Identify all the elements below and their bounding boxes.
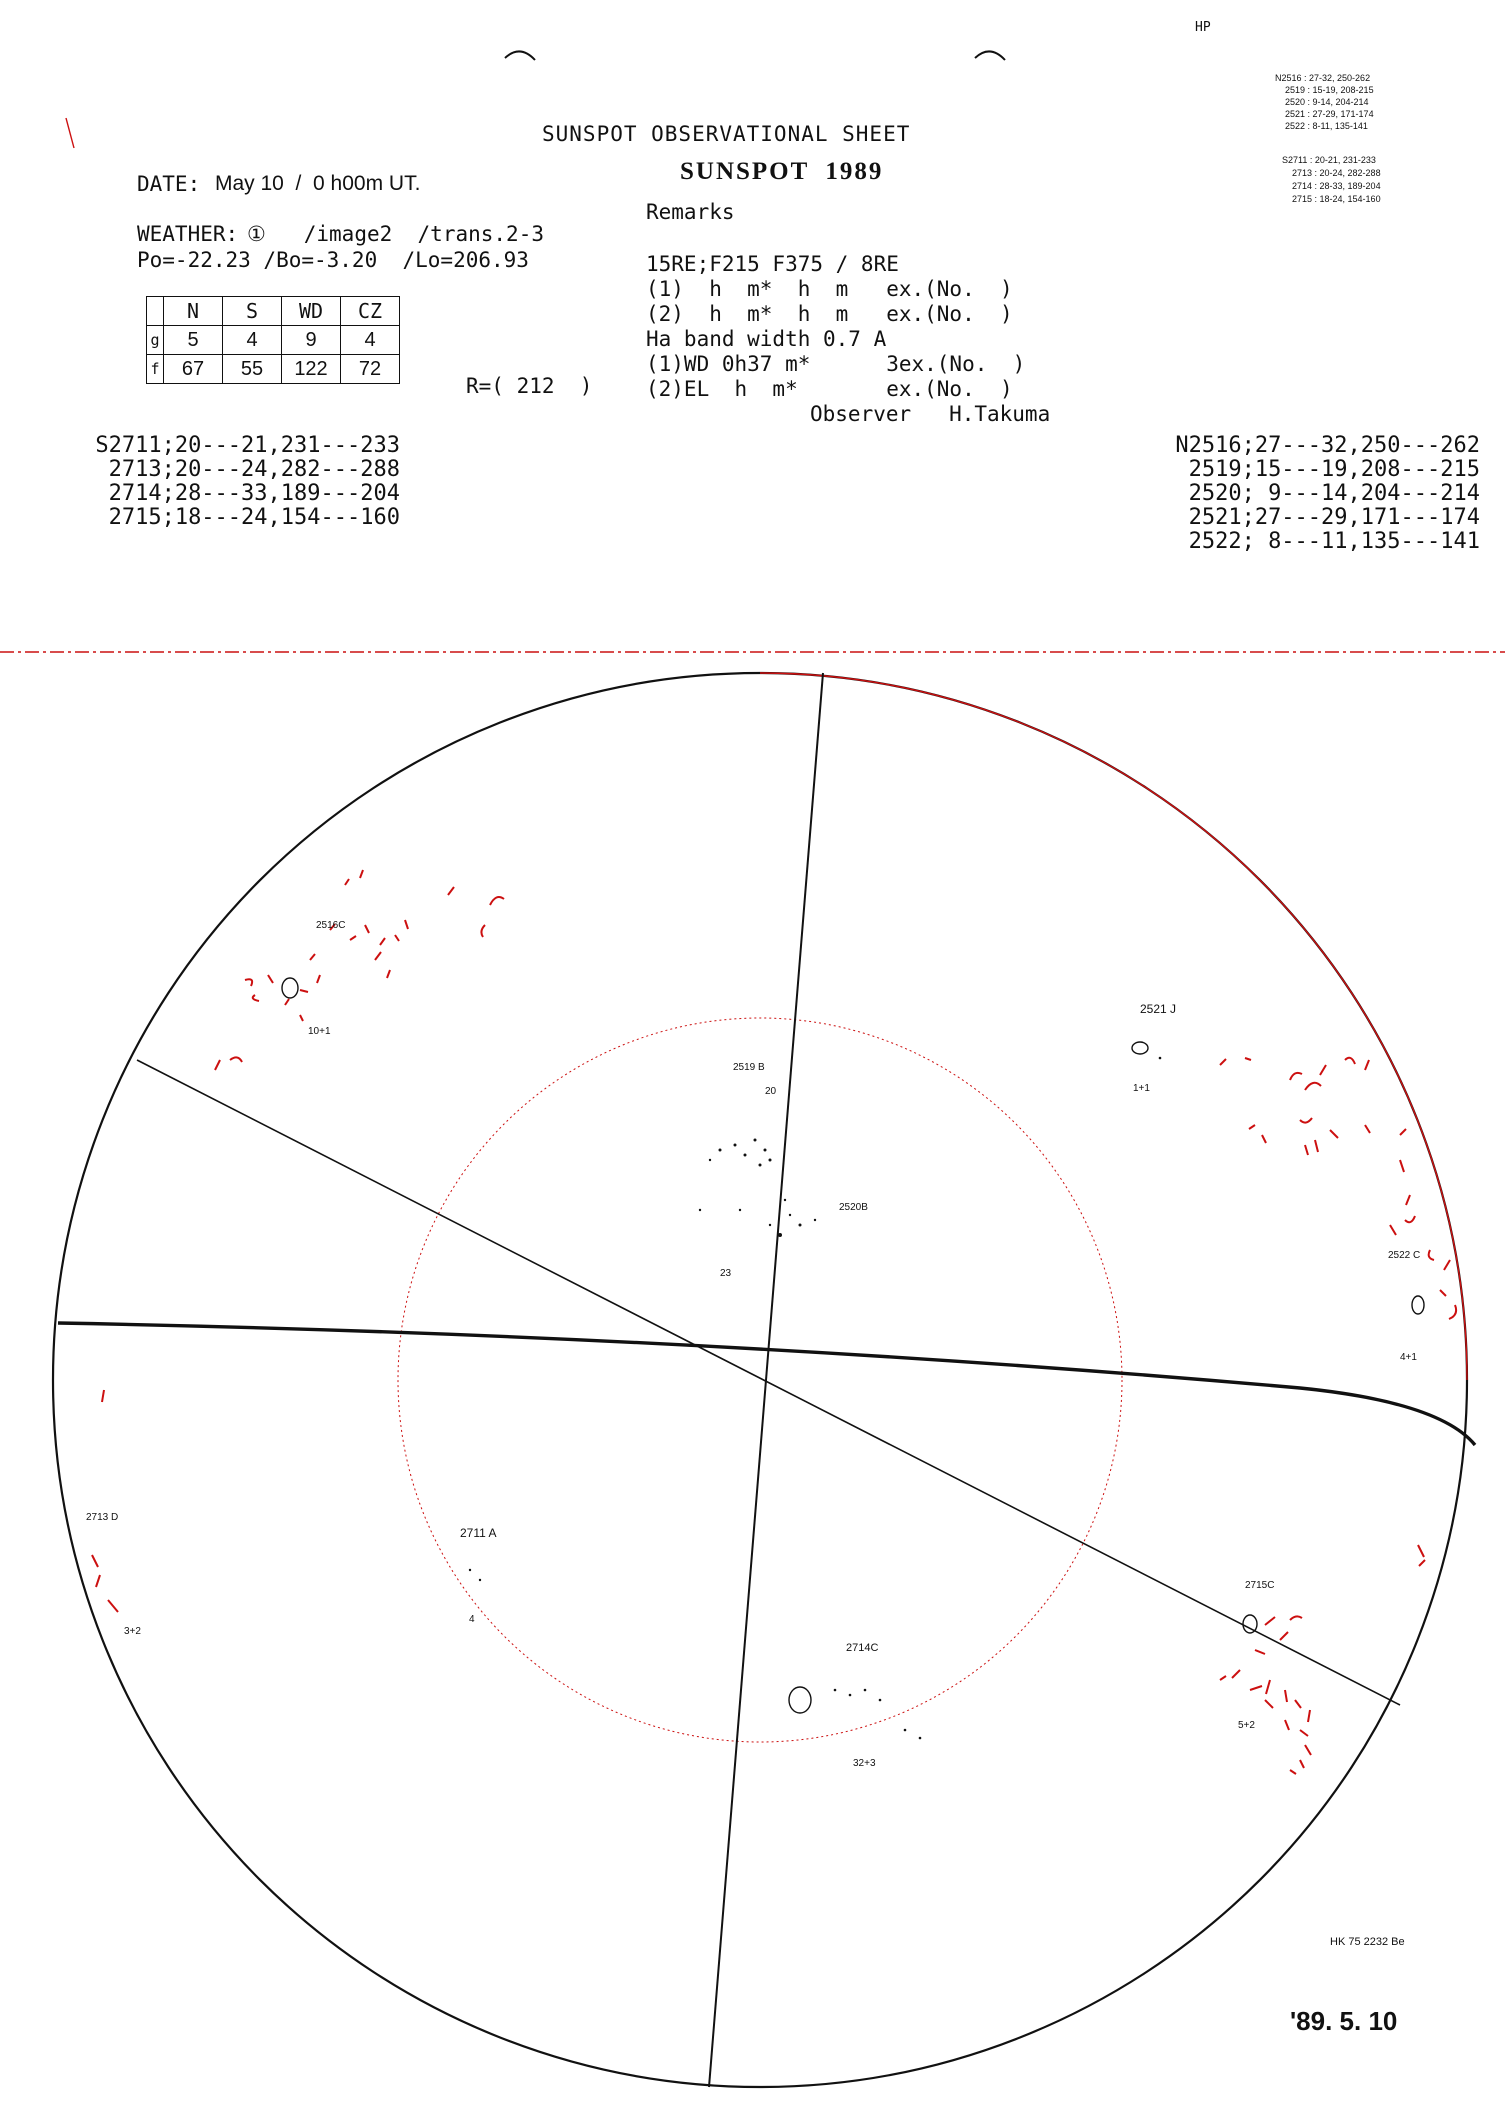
north-group-4: 2521;27---29,171---174: [1188, 505, 1480, 530]
table-cell: 4: [223, 326, 282, 355]
corner-note: 2519 : 15-19, 208-215: [1285, 85, 1374, 95]
corner-note: 2521 : 27-29, 171-174: [1285, 109, 1374, 119]
table-cell: 122: [282, 355, 341, 384]
weather-label: WEATHER:: [137, 222, 239, 246]
south-group-4: 2715;18---24,154---160: [108, 505, 400, 530]
disk-label: 1+1: [1133, 1083, 1150, 1094]
disk-label: 2519 B: [733, 1062, 765, 1073]
date-stamp: '89. 5. 10: [1290, 2006, 1398, 2036]
page-mark: HP: [1195, 20, 1211, 35]
north-group-1: N2516;27---32,250---262: [1175, 433, 1480, 458]
remarks-line-5: (1)WD 0h37 m* 3ex.(No. ): [646, 352, 1026, 376]
disk-label: 5+2: [1238, 1720, 1255, 1731]
south-group-2: 2713;20---24,282---288: [108, 457, 400, 482]
corner-note: N2516 : 27-32, 250-262: [1275, 73, 1371, 83]
table-cell: g: [147, 326, 164, 355]
remarks-line-4: Ha band width 0.7 A: [646, 327, 887, 351]
table-header-cell: S: [223, 297, 282, 326]
table-cell: f: [147, 355, 164, 384]
north-group-3: 2520; 9---14,204---214: [1188, 481, 1480, 506]
disk-label: 32+3: [853, 1758, 876, 1769]
table-cell: 4: [341, 326, 400, 355]
spot-sketches: [92, 870, 1456, 1774]
table-header-cell: [147, 297, 164, 326]
table-cell: 5: [164, 326, 223, 355]
remarks-line-6: (2)EL h m* ex.(No. ): [646, 377, 1013, 401]
disk-label: 23: [720, 1268, 732, 1279]
date-value: May 10 / 0 h00m UT.: [215, 172, 421, 195]
corner-note: S2711 : 20-21, 231-233: [1282, 155, 1376, 165]
inner-circle: [398, 1018, 1122, 1742]
observer: Observer H.Takuma: [810, 402, 1051, 426]
disk-label: 4+1: [1400, 1352, 1417, 1363]
disk-label: 2520B: [839, 1202, 868, 1213]
remarks-label: Remarks: [646, 200, 735, 224]
polar-axis: [709, 673, 823, 2087]
spot-dots: [469, 1057, 1161, 1740]
punch-mark-left: [505, 51, 535, 60]
disk-label: 2516C: [316, 920, 346, 931]
disk-label: 3+2: [124, 1626, 141, 1637]
south-group-1: S2711;20---21,231---233: [95, 433, 400, 458]
table-cell: 72: [341, 355, 400, 384]
remarks-line-3: (2) h m* h m ex.(No. ): [646, 302, 1013, 326]
counts-table: [146, 296, 400, 384]
corner-note: 2714 : 28-33, 189-204: [1292, 181, 1381, 191]
table-header-cell: CZ: [341, 297, 400, 326]
disk-label: 2715C: [1245, 1580, 1275, 1591]
spot-markers: [282, 978, 1424, 1713]
disk-label: 10+1: [308, 1026, 331, 1037]
main-title: SUNSPOT 1989: [680, 158, 884, 185]
table-header-cell: WD: [282, 297, 341, 326]
disk-label: 2711 A: [460, 1526, 497, 1540]
south-group-3: 2714;28---33,189---204: [108, 481, 400, 506]
table-cell: 55: [223, 355, 282, 384]
disk-label: 2714C: [846, 1642, 879, 1654]
table-header-cell: N: [164, 297, 223, 326]
corner-note: 2713 : 20-24, 282-288: [1292, 168, 1381, 178]
disk-label: 4: [469, 1614, 475, 1625]
table-cell: 9: [282, 326, 341, 355]
sheet-title: SUNSPOT OBSERVATIONAL SHEET: [542, 122, 911, 146]
punch-mark-right: [975, 51, 1005, 60]
stamp-note: HK 75 2232 Be: [1330, 1936, 1405, 1948]
corner-note: 2520 : 9-14, 204-214: [1285, 97, 1369, 107]
solar-params: Po=-22.23 /Bo=-3.20 /Lo=206.93: [137, 248, 529, 272]
corner-note: 2715 : 18-24, 154-160: [1292, 194, 1381, 204]
north-group-5: 2522; 8---11,135---141: [1188, 529, 1480, 554]
remarks-line-1: 15RE;F215 F375 / 8RE: [646, 252, 899, 276]
disk-label: 2713 D: [86, 1512, 119, 1523]
r-value: R=( 212 ): [466, 374, 593, 398]
remarks-line-2: (1) h m* h m ex.(No. ): [646, 277, 1013, 301]
disk-label: 2522 C: [1388, 1250, 1421, 1261]
table-cell: 67: [164, 355, 223, 384]
ecliptic-line: [137, 1060, 1400, 1705]
disk-label: 2521 J: [1140, 1002, 1177, 1016]
date-label: DATE:: [137, 172, 201, 196]
solar-disk-outline: [53, 673, 1467, 2087]
disk-label: 20: [765, 1086, 777, 1097]
disk-red-trace: [760, 673, 1467, 1380]
weather-value: ① /image2 /trans.2-3: [247, 222, 544, 246]
north-group-2: 2519;15---19,208---215: [1188, 457, 1480, 482]
corner-note: 2522 : 8-11, 135-141: [1285, 121, 1368, 131]
